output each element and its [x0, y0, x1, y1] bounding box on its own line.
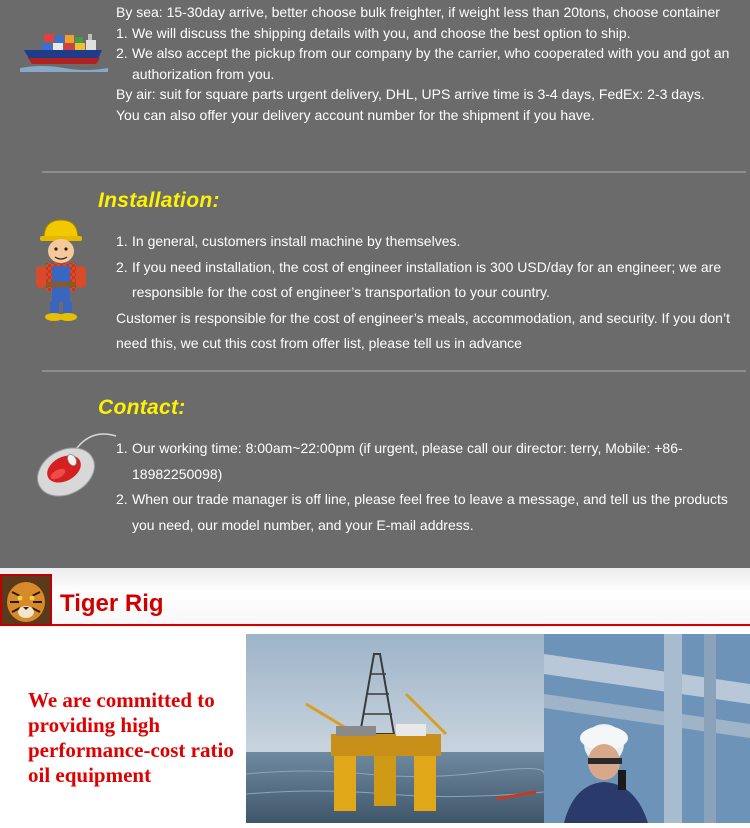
- shipping-item-text: We also accept the pickup from our company by the carrier, who cooperated with you and got an authorization from you.: [132, 45, 730, 82]
- offshore-rig-image: [246, 634, 544, 823]
- contact-item-1: [116, 436, 742, 487]
- brand-slogan: We are committed to providing high performance-cost ratio oil equipment: [28, 688, 234, 787]
- shipping-item-1: [116, 23, 742, 44]
- installation-item-text: In general, customers install machine by themselves.: [132, 233, 461, 249]
- computer-mouse-icon: [30, 430, 120, 502]
- installation-note: Customer is responsible for the cost of engineer’s meals, accommodation, and security. If you don’t need this, we cut this cost from offer list, please tell us in advance: [116, 309, 730, 351]
- shipping-item-number: 1.: [116, 24, 128, 41]
- shipping-item-number: 2.: [116, 45, 128, 61]
- contact-item-number: 2.: [116, 491, 128, 507]
- pipeline-worker-image: [544, 634, 750, 823]
- contact-section: [116, 436, 742, 538]
- installation-item-text: If you need installation, the cost of engineer installation is 300 USD/day for an engineer; we are responsible for the cost of engineer’s transportation to your country.: [132, 258, 722, 300]
- contact-item-number: 1.: [116, 440, 128, 456]
- contact-heading: Contact:: [98, 396, 186, 419]
- shipping-section: [116, 2, 742, 125]
- engineer-icon: [30, 216, 92, 324]
- installation-heading: Installation:: [98, 189, 220, 212]
- banner-underline: [52, 624, 750, 626]
- shipping-sea-text: By sea: 15-30day arrive, better choose bulk freighter, if weight less than 20tons, choose container: [116, 4, 720, 20]
- shipping-item-2: [116, 43, 742, 84]
- shipping-item-text: We will discuss the shipping details with you, and choose the best option to ship.: [132, 24, 631, 41]
- installation-item-number: 1.: [116, 233, 128, 249]
- section-divider: [42, 171, 746, 173]
- shipping-account-text: You can also offer your delivery account number for the shipment if you have.: [116, 106, 595, 123]
- contact-item-text: When our trade manager is off line, please feel free to leave a message, and tell us the products you need, our model number, and your E-mail address.: [132, 491, 728, 533]
- section-divider: [42, 370, 746, 372]
- tiger-logo-icon: [0, 574, 52, 626]
- shipping-air-text: By air: suit for square parts urgent delivery, DHL, UPS arrive time is 3-4 days, FedEx: 2-3 days.: [116, 86, 705, 102]
- installation-item-number: 2.: [116, 258, 128, 275]
- installation-item-1: [116, 229, 742, 255]
- cargo-ship-icon: [20, 28, 108, 80]
- contact-item-text: Our working time: 8:00am~22:00pm (if urgent, please call our director: terry, Mobile: +86-18982250098): [132, 440, 683, 482]
- contact-item-2: [116, 487, 742, 538]
- installation-item-2: [116, 255, 742, 306]
- brand-name: Tiger Rig: [60, 590, 164, 617]
- installation-section: [116, 229, 742, 357]
